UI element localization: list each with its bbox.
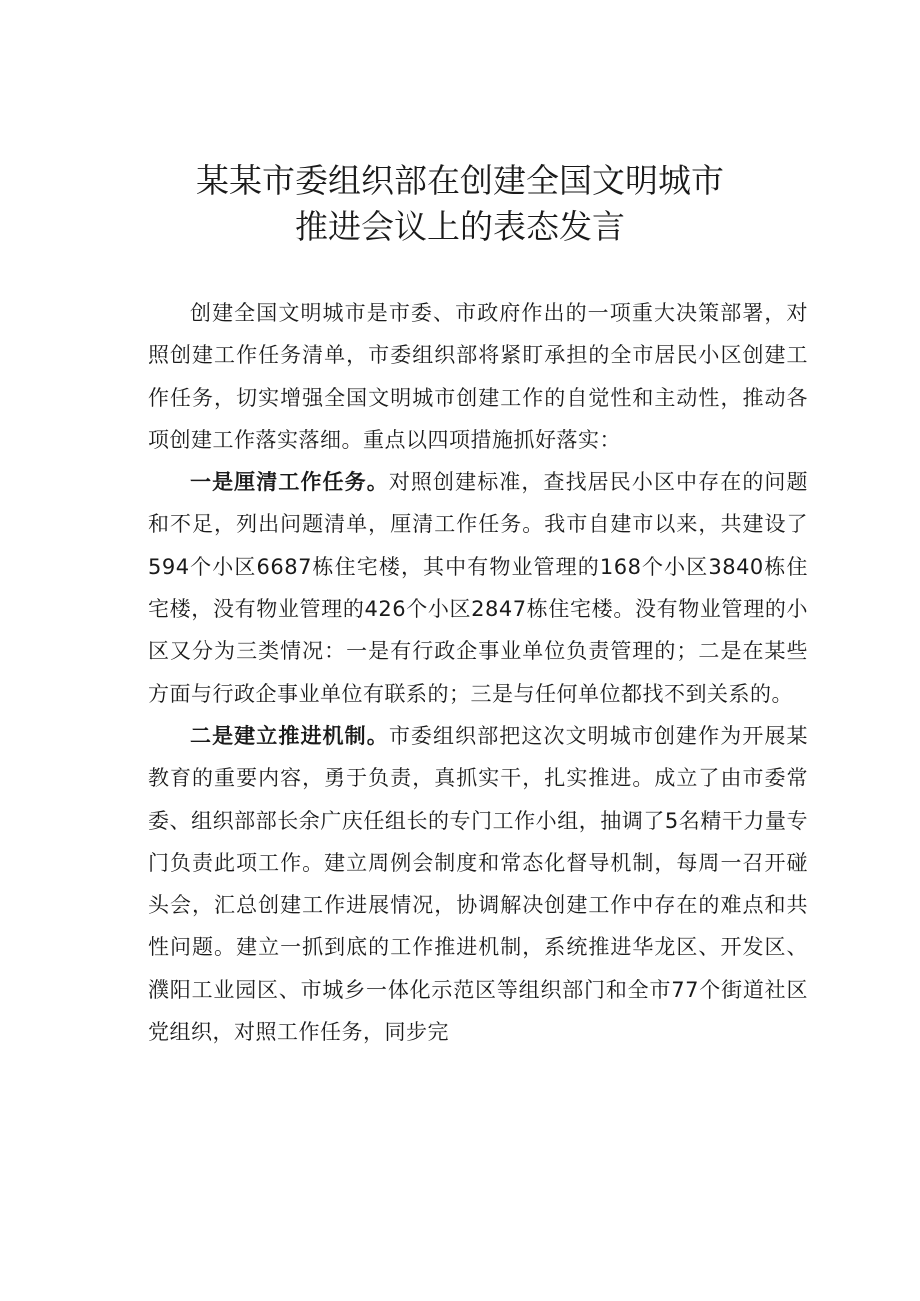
paragraph-text: 创建全国文明城市是市委、市政府作出的一项重大决策部署，对照创建工作任务清单，市委组织部将紧盯承担的全市居民小区创建工作任务，切实增强全国文明城市创建工作的自觉性和主动性，推动各项创建工作落实落细。重点以四项措施抓好落实： <box>148 301 808 452</box>
title-line-1: 某某市委组织部在创建全国文明城市 <box>196 161 724 200</box>
document-title <box>120 158 800 250</box>
paragraph-text: 对照创建标准，查找居民小区中存在的问题和不足，列出问题清单，厘清工作任务。我市自建市以来，共建设了594个小区6687栋住宅楼，其中有物业管理的168个小区3840栋住宅楼，没有物业管理的426个小区2847栋住宅楼。没有物业管理的小区又分为三类情况：一是有行政企事业单位负责管理的；二是在某些方面与行政企事业单位有联系的；三是与任何单位都找不到关系的。 <box>148 470 809 706</box>
document-body <box>148 292 808 1053</box>
paragraph-lead: 二是建立推进机制。 <box>190 723 389 748</box>
title-line-2: 推进会议上的表态发言 <box>295 207 625 246</box>
paragraph-task-clarification <box>148 461 808 715</box>
paragraph-intro <box>148 292 808 461</box>
paragraph-lead: 一是厘清工作任务。 <box>190 470 389 495</box>
paragraph-text: 市委组织部把这次文明城市创建作为开展某教育的重要内容，勇于负责，真抓实干，扎实推进。成立了由市委常委、组织部部长余广庆任组长的专门工作小组，抽调了5名精干力量专门负责此项工作。建立周例会制度和常态化督导机制，每周一召开碰头会，汇总创建工作进展情况，协调解决创建工作中存在的难点和共性问题。建立一抓到底的工作推进机制，系统推进华龙区、开发区、濮阳工业园区、市城乡一体化示范区等组织部门和全市77个街道社区党组织，对照工作任务，同步完 <box>148 723 809 1045</box>
paragraph-mechanism <box>148 715 808 1053</box>
